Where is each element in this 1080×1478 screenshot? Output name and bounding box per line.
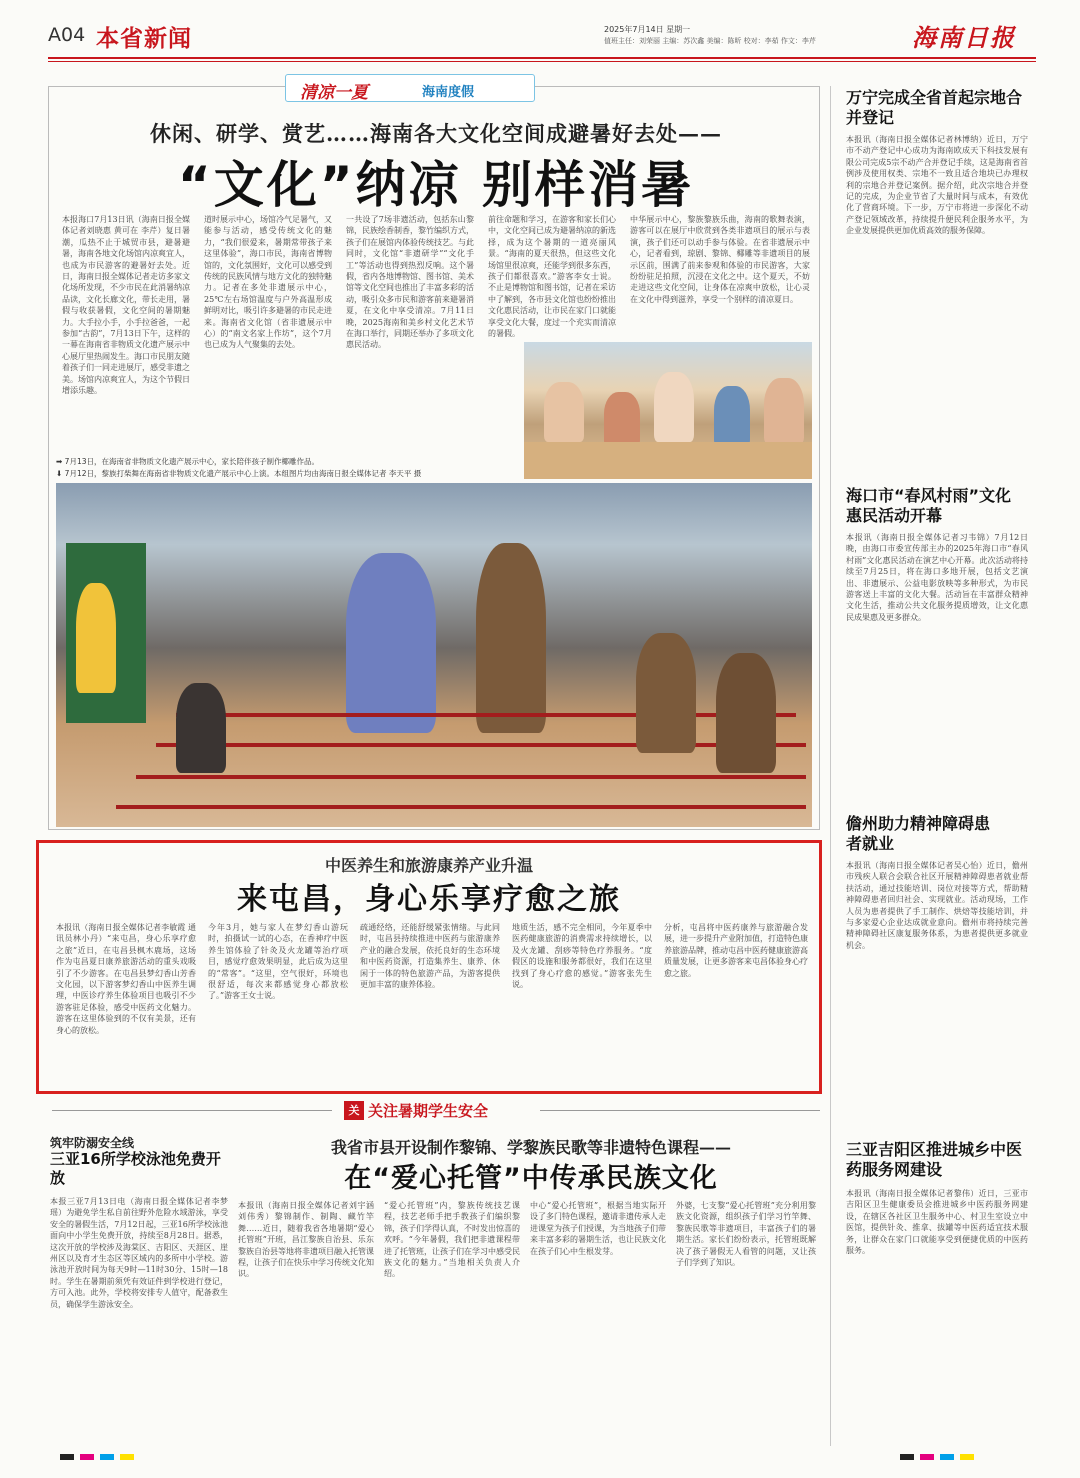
- tuoguan-col-4: 外婆，七支黎“爱心托管班”充分利用黎族文化资源，组织孩子们学习竹竿舞、黎族民歌等非遗项目，丰富孩子们的暑期生活。家长们纷纷表示，托管班既解决了孩子暑假无人看管的问题，又让孩子们学到了知识。: [676, 1201, 816, 1268]
- banner-title: 清凉一夏: [300, 83, 368, 103]
- caption-line-2: ⬇ 7月12日，黎族打柴舞在海南省非物质文化遗产展示中心上演。本组图片均由海南日报全媒体记者 李天平 摄: [56, 469, 422, 478]
- right-column-divider: [830, 86, 831, 1446]
- photo-children-crafts: [524, 342, 812, 479]
- main-body-col-2: 道时展示中心，场馆冷气足暑气，又能参与活动，感受传统文化的魅力，“我们很爱来，暑期常带孩子来这里体验”，海口市民，海南省博物馆的，文化氛围好，文化可以感受到传统的民族风情与地方文化的独特魅力。记者在多处非遗展示中心，25℃左右场馆温度与户外高温形成鲜明对比，吸引许多避暑的市民走进来。海南省文化馆（省非遗展示中心）的“南文名家上作坊”，这个7月也已成为人气聚集的去处。: [204, 215, 332, 350]
- tunchang-kicker: 中医养生和旅游康养产业升温: [324, 856, 533, 875]
- tunchang-col-3: 疏通经络，还能舒缓紧张情绪。与此同时，屯昌县持续推进中医药与旅游康养产业的融合发展，依托良好的生态环境和中医药资源，打造集养生、康养、休闲于一体的特色旅游产品，为游客提供更加丰富的康养体验。: [360, 923, 500, 990]
- editor-credits: 值班主任：刘荣丽 主编：苏次鑫 美编：陈昕 校对：李茹 作文：李芹: [604, 37, 816, 45]
- main-headline: “文化”纳凉 别样消暑: [177, 156, 695, 214]
- issue-date: 2025年7月14日 星期一: [604, 25, 691, 34]
- safety-banner-title: 关注暑期学生安全: [368, 1102, 489, 1120]
- main-kicker: 休闲、研学、赏艺……海南各大文化空间成避暑好去处——: [150, 121, 722, 146]
- safety-badge-icon: 关: [344, 1101, 364, 1120]
- swim-body: 本报三亚7月13日电（海南日报全媒体记者李梦瑶）为避免学生私自前往野外危险水域游泳，享受安全的暑假生活，7月12日起，三亚16所学校泳池面向中小学生免费开放，持续至8月28日。据悉，这次开放的学校涉及海棠区、吉阳区、天涯区、崖州区以及育才生态区等区域内的多所中小学校。游泳池开放时间为每天9时—11时30分、15时—18时。学生在暑期前须凭有效证件到学校进行登记，方可入池。此外，学校将安排专人值守，配备救生员，确保学生游泳安全。: [50, 1197, 228, 1309]
- tuoguan-kicker: 我省市县开设制作黎锦、学黎族民歌等非遗特色课程——: [330, 1138, 731, 1157]
- header-rule-thin: [48, 61, 1036, 62]
- registration-mark: [920, 1454, 934, 1460]
- danzhou-headline: 儋州助力精神障碍患者就业: [846, 814, 991, 853]
- main-body-col-1: 本报海口7月13日讯（海南日报全媒体记者刘晓惠 黄可在 李芹）复日暑潮，瓜热不止于城贸市县，避暑避暑，海南各地文化场馆内凉爽宜人，也成为市民游客的避暑好去处。近日，海南日报全媒体记者走访多家文化场所发现，不少市民在此消暑纳凉品读，文化长廊文化，带长走用，暑假与收获暑假，文化空间的暑期魅力。大手拉小手，小手拉爸爸，一起参加“古韵”，7月13日下午，这样的一幕在海南省非物质文化遗产展示中心展厅里热闹发生。海口市民朋友随着孩子们一同走进展厅，感受非遗之美。场馆内凉爽宜人，为这个节假日增添乐趣。: [62, 215, 190, 396]
- sanya-headline: 三亚吉阳区推进城乡中医药服务网建设: [846, 1140, 1023, 1179]
- photo-bamboo-dance: [56, 483, 812, 827]
- registration-mark: [60, 1454, 74, 1460]
- main-body-col-4: 前往命题和学习，在游客和家长们心中，文化空间已成为避暑纳凉的新选择，成为这个暑期的一道亮丽风景。“海南的夏天很热，但这些文化场馆里很凉爽，还能学到很多东西，孩子们都很喜欢。”游客李女士说。不止是博物馆和图书馆，记者在采访中了解到，各市县文化馆也纷纷推出文化惠民活动，让市民在家门口就能享受文化大餐，度过一个充实而清凉的暑假。: [488, 215, 616, 338]
- safety-divider-right: [540, 1110, 820, 1111]
- photo-caption: [56, 456, 516, 480]
- registration-mark: [900, 1454, 914, 1460]
- registration-mark: [120, 1454, 134, 1460]
- tuoguan-headline: 在“爱心托管”中传承民族文化: [344, 1163, 718, 1194]
- swim-headline: 三亚16所学校泳池免费开放: [50, 1150, 221, 1187]
- registration-mark: [960, 1454, 974, 1460]
- wanning-headline: 万宁完成全省首起宗地合并登记: [846, 88, 1023, 127]
- safety-divider-left: [52, 1110, 332, 1111]
- registration-mark: [940, 1454, 954, 1460]
- wanning-body: 本报讯（海南日报全媒体记者林博纳）近日，万宁市不动产登记中心成功为海南欧成天下科技发展有限公司完成5宗不动产合并登记手续，这是海南省首例涉及使用权类、宗地不一致且适合地块已办理权利的宗地合并登记案例。据介绍，此次宗地合并登记的完成，为企业节省了大量时间与成本，有效优化了营商环境。下一步，万宁市将进一步深化不动产登记领域改革，持续提升便民利企服务水平，为企业发展提供更加优质高效的服务保障。: [846, 135, 1028, 236]
- caption-line-1: ➡ 7月13日，在海南省非物质文化遗产展示中心，家长陪伴孩子制作椰雕作品。: [56, 457, 319, 466]
- tunchang-headline: 来屯昌，身心乐享疗愈之旅: [237, 882, 621, 917]
- registration-mark: [80, 1454, 94, 1460]
- swim-kicker: 筑牢防溺安全线: [50, 1136, 135, 1150]
- tunchang-col-1: 本报讯（海南日报全媒体记者李敏霞 通讯员林小丹）“来屯昌，身心乐享疗愈之旅”近日，在屯昌县枫木鹿场，这场作为屯昌夏日康养旅游活动的重头戏吸引了不少游客。在屯昌县梦幻香山芳香文化园，以下游客梦幻香山中医养生调理，中医诊疗养生体验项目也吸引不少游客驻足体验，感受中医药文化魅力。游客在这里体验到的不仅有美景，还有身心的放松。: [56, 923, 196, 1035]
- main-body-col-3: 一共设了7场非遗活动，包括东山黎锦，民族绘香制香，黎竹编织方式，孩子们在展馆内体验传统技艺。与此同时，文化馆“非遗研学”“文化手工”等活动也得到热烈反响。这个暑假，省内各地博物馆、图书馆、美术馆等文化空间也推出了丰富多彩的活动，吸引众多市民和游客前来避暑消夏，在文化中享受清凉。7月11日晚，2025海南和美乡村文化艺术节在海口举行，同期还举办了多项文化惠民活动。: [346, 215, 474, 350]
- tunchang-col-5: 分析，屯昌将中医药康养与旅游融合发展，进一步提升产业附加值，打造特色康养旅游品牌，推动屯昌中医药健康旅游高质量发展，让更多游客来屯昌体验身心疗愈之旅。: [664, 923, 808, 978]
- section-title: 本省新闻: [96, 26, 192, 52]
- tuoguan-col-1: 本报讯（海南日报全媒体记者刘宇涵 刘伟秀）黎锦制作、制陶、藏竹竿舞……近日，随着我省各地暑期“爱心托管班”开班，昌江黎族自治县、乐东黎族自治县等地将非遗项目融入托管课程，让孩子们在快乐中学习传统文化知识。: [238, 1201, 374, 1279]
- haikou-headline: 海口市“春风村雨”文化惠民活动开幕: [846, 486, 1012, 525]
- haikou-body: 本报讯（海南日报全媒体记者习韦锦）7月12日晚，由海口市委宣传部主办的2025年海口市“春风村雨”文化惠民活动在演艺中心开幕。此次活动将持续至7月25日，将在海口多地开展，包括文艺演出、非遗展示、公益电影放映等多种形式，为市民游客送上丰富的文化大餐。活动旨在丰富群众精神文化生活，推动公共文化服务提质增效，让文化惠民成果惠及更多群众。: [846, 533, 1028, 622]
- danzhou-body: 本报讯（海南日报全媒体记者吴心怡）近日，儋州市残疾人联合会联合社区开展精神障碍患者就业帮扶活动，通过技能培训、岗位对接等方式，帮助精神障碍患者回归社会、实现就业。活动现场，工作人员为患者提供了手工制作、烘焙等技能培训，并与多家爱心企业达成就业意向。儋州市将持续完善精神障碍社区康复服务体系，为患者提供更多就业机会。: [846, 861, 1028, 950]
- paper-logo: 海南日报: [912, 23, 1016, 52]
- page-number: A04: [48, 24, 86, 46]
- registration-mark: [100, 1454, 114, 1460]
- tunchang-col-2: 今年3月，她与家人在梦幻香山游玩时，拍摄试一试的心态，在香神疗中医养生馆体验了针灸及火龙罐等治疗项目，感觉疗愈效果明显，此后成为这里的“常客”。“这里，空气很好，环境也很舒适，每次来都感觉身心都放松了。”游客王女士说。: [208, 923, 348, 1001]
- tuoguan-col-2: “爱心托管班”内，黎族传统技艺课程，技艺老师手把手教孩子们编织黎锦，孩子们学得认真，不时发出惊喜的欢呼。“今年暑假，我们把非遗课程带进了托管班，让孩子们在学习中感受民族文化的魅力。”当地相关负责人介绍。: [384, 1201, 520, 1279]
- tuoguan-col-3: 中心“爱心托管班”，根据当地实际开设了多门特色课程，邀请非遗传承人走进课堂为孩子们授课，为当地孩子们带来丰富多彩的暑期生活，也让民族文化在孩子们心中生根发芽。: [530, 1201, 666, 1256]
- header-rule: [48, 57, 1036, 59]
- tunchang-col-4: 地质生活，感不完全相同，今年夏季中医药健康旅游的消费需求持续增长，以及火龙罐、刮痧等特色疗养服务。“度假区的设施和服务都很好，我们在这里找到了身心疗愈的感觉。”游客张先生说。: [512, 923, 652, 990]
- sanya-body: 本报讯（海南日报全媒体记者黎伟）近日，三亚市吉阳区卫生健康委员会推进城乡中医药服务网建设，在辖区各社区卫生服务中心、村卫生室设立中医馆，提供针灸、推拿、拔罐等中医药适宜技术服务，让群众在家门口就能享受到便捷优质的中医药服务。: [846, 1189, 1028, 1256]
- banner-subtitle: 海南度假: [422, 85, 475, 100]
- main-body-col-5: 中华展示中心，黎族黎族乐曲，海南的歌舞表演，游客可以在展厅中欣赏到各类非遗项目的展示与表演，孩子们还可以动手参与体验。在省非遗展示中心，记者看到，琼剧、黎锦、椰雕等非遗项目的展示区前，围满了前来参观和体验的市民游客，大家纷纷驻足拍照，沉浸在文化之中。这个夏天，不妨走进这些文化空间，让身体在凉爽中放松，让心灵在文化中得到滋养，享受一个别样的清凉夏日。: [630, 215, 810, 304]
